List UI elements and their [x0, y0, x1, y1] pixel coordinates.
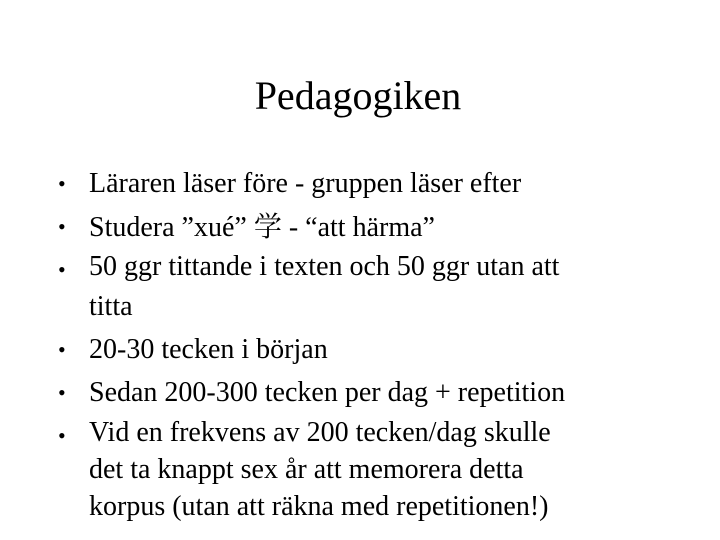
bullet-dot-icon: •: [58, 337, 66, 362]
bullet-item: [58, 328, 698, 371]
bullet-text-prefix: Studera ”xué”: [89, 212, 254, 243]
bullet-item: [58, 162, 698, 205]
bullet-item: [58, 248, 698, 328]
bullet-text: Sedan 200-300 tecken per dag + repetition: [89, 377, 566, 408]
bullet-item: [58, 205, 698, 248]
bullet-text-line: korpus (utan att räkna med repetitionen!): [89, 491, 549, 522]
bullet-text: 20-30 tecken i början: [89, 334, 328, 365]
bullet-text-suffix: - “att härma”: [281, 212, 435, 243]
bullet-dot-icon: •: [58, 214, 66, 239]
bullet-dot-icon: •: [58, 257, 66, 282]
bullet-text-line: 50 ggr tittande i texten och 50 ggr utan att: [89, 251, 560, 282]
slide-title: Pedagogiken: [254, 73, 462, 118]
bullet-text-line: Vid en frekvens av 200 tecken/dag skulle: [89, 417, 551, 448]
bullet-list: [58, 162, 698, 525]
chinese-character: 学: [253, 210, 282, 243]
bullet-item: [58, 414, 698, 525]
bullet-item: [58, 371, 698, 414]
bullet-dot-icon: •: [58, 423, 66, 448]
bullet-text-line: det ta knappt sex år att memorera detta: [89, 454, 524, 485]
bullet-dot-icon: •: [58, 171, 66, 196]
bullet-dot-icon: •: [58, 380, 66, 405]
bullet-text: Läraren läser före - gruppen läser efter: [89, 168, 522, 199]
bullet-text: [89, 205, 698, 248]
bullet-text-line: titta: [89, 291, 133, 322]
